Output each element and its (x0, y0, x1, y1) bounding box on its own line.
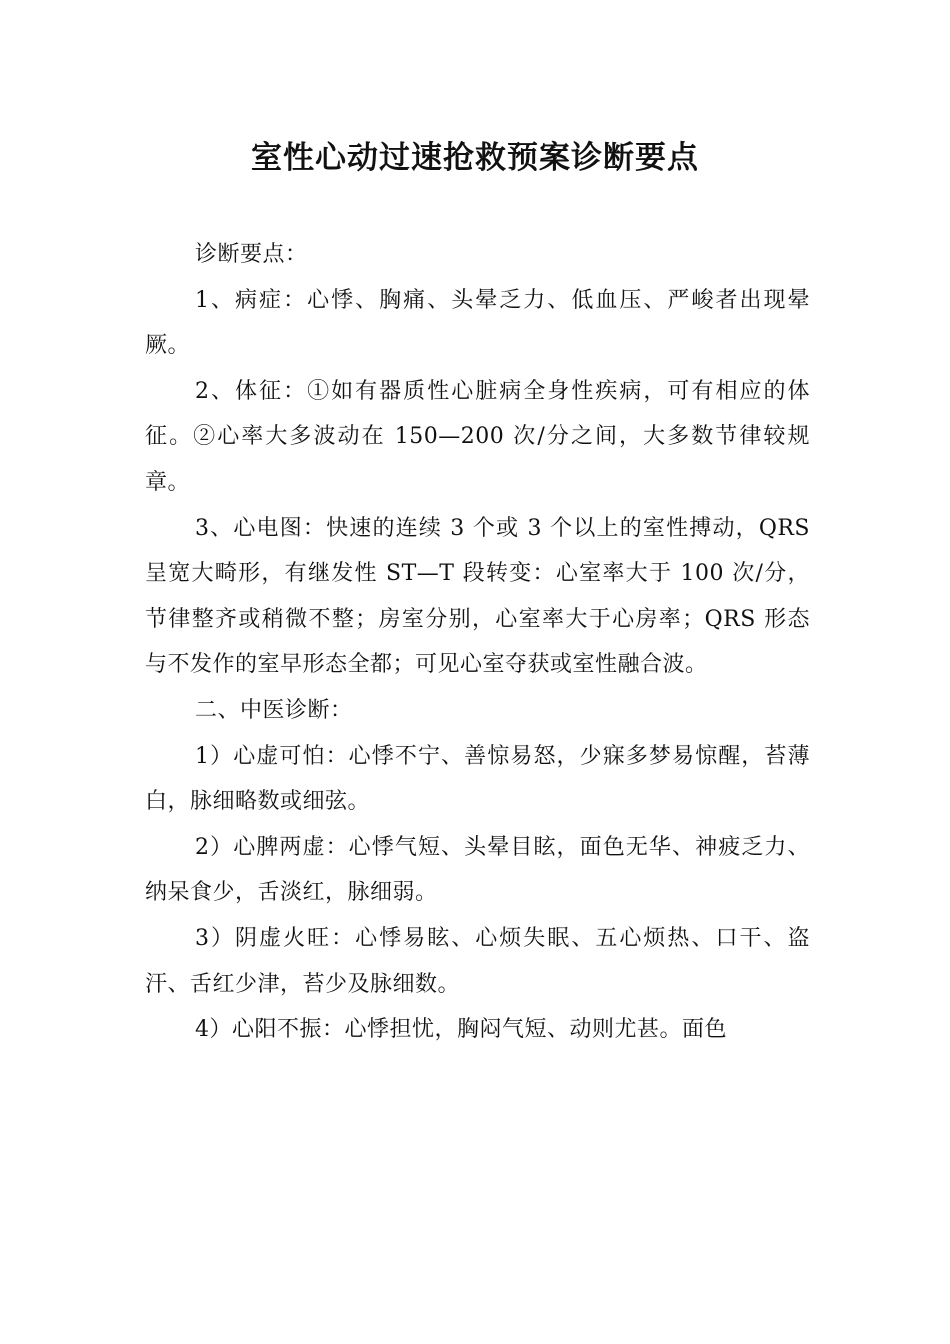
paragraph-tcm-2: 2）心脾两虚：心悸气短、头晕目眩，面色无华、神疲乏力、纳呆食少，舌淡红，脉细弱。 (145, 834, 810, 906)
document-body (145, 232, 810, 1053)
paragraph-tcm-heading: 二、中医诊断： (195, 697, 353, 723)
document-title: 室性心动过速抢救预案诊断要点 (251, 140, 699, 176)
paragraph-diagnosis-heading: 诊断要点： (195, 242, 308, 267)
paragraph-signs: 2、体征：①如有器质性心脏病全身性疾病，可有相应的体征。②心率大多波动在 150—200 次/分之间，大多数节律较规章。 (145, 378, 810, 495)
paragraph-tcm-3: 3）阴虚火旺：心悸易眩、心烦失眠、五心烦热、口干、盗汗、舌红少津，苔少及脉细数。 (145, 925, 810, 997)
paragraph-tcm-1: 1）心虚可怕：心悸不宁、善惊易怒，少寐多梦易惊醒，苔薄白，脉细略数或细弦。 (145, 743, 810, 815)
paragraph-symptoms: 1、病症：心悸、胸痛、头晕乏力、低血压、严峻者出现晕厥。 (145, 287, 810, 359)
paragraph-ecg: 3、心电图：快速的连续 3 个或 3 个以上的室性搏动，QRS 呈宽大畸形，有继发性 ST—T 段转变：心室率大于 100 次/分，节律整齐或稍微不整；房室分别，心室率大于心房率；QRS 形态与不发作的室早形态全都；可见心室夺获或室性融合波。 (145, 515, 810, 678)
paragraph-tcm-4: 4）心阳不振：心悸担忧，胸闷气短、动则尤甚。面色 (195, 1017, 727, 1043)
